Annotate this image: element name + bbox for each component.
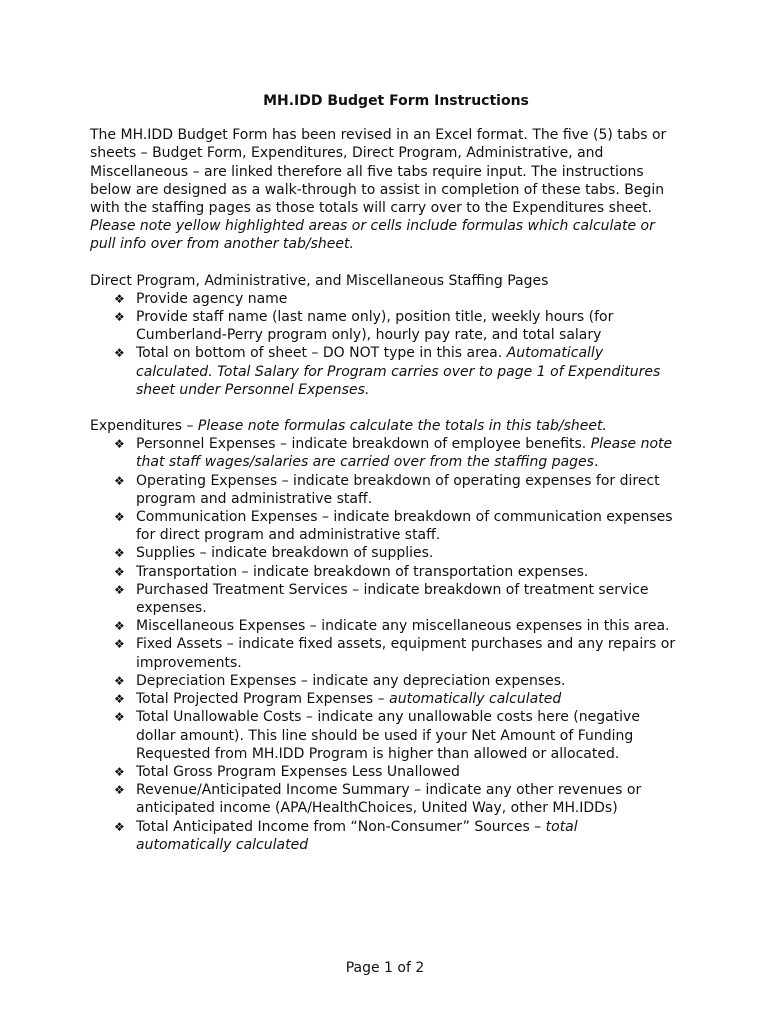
list-item (114, 344, 676, 399)
diamond-bullet-icon: ❖ (114, 764, 125, 779)
list-item (114, 544, 676, 562)
list-item (114, 635, 676, 671)
list-item-text: Total Unallowable Costs – indicate any unallowable costs here (negative dollar amount). This line should be used if your Net Amount of Funding Requested from MH.IDD Program is higher than allowed or allocated. (136, 709, 640, 762)
list-item (114, 290, 676, 308)
list-item-text: Total on bottom of sheet – DO NOT type in this area. (136, 345, 507, 362)
list-item-text: Revenue/Anticipated Income Summary – indicate any other revenues or anticipated income (APA/HealthChoices, United Way, other MH.IDDs) (136, 782, 642, 817)
list-item (114, 563, 676, 581)
intro-text: The MH.IDD Budget Form has been revised in an Excel format. The five (5) tabs or sheets – Budget Form, Expenditures, Direct Program, Administrative, and Miscellaneous – are linked therefore all five tabs require input. The instructions below are designed as a walk-through to assist in completion of these tabs. Begin with the staffing pages as those totals will carry over to the Expenditures sheet. (90, 127, 667, 217)
document-page (90, 92, 690, 854)
diamond-bullet-icon: ❖ (114, 819, 125, 834)
list-item (114, 781, 676, 817)
list-item-text: Provide agency name (136, 290, 288, 307)
list-item-text: Total Anticipated Income from “Non-Consumer” Sources – (136, 818, 546, 835)
list-item-text: Fixed Assets – indicate fixed assets, equipment purchases and any repairs or improvements. (136, 636, 676, 671)
list-item-text: Transportation – indicate breakdown of transportation expenses. (136, 563, 589, 580)
page-footer: Page 1 of 2 (345, 960, 425, 976)
list-item-note: automatically calculated (389, 691, 562, 708)
diamond-bullet-icon: ❖ (114, 310, 125, 325)
list-item-text: Miscellaneous Expenses – indicate any miscellaneous expenses in this area. (136, 618, 670, 635)
list-item-text: Personnel Expenses – indicate breakdown of employee benefits. (136, 436, 591, 453)
diamond-bullet-icon: ❖ (114, 637, 125, 652)
list-item-suffix: . (593, 454, 599, 471)
list-item-note: total automatically calculated (136, 818, 578, 853)
intro-paragraph (90, 126, 672, 253)
expenditures-list (90, 435, 676, 854)
diamond-bullet-icon: ❖ (114, 546, 125, 561)
list-item-text: Purchased Treatment Services – indicate breakdown of treatment service expenses. (136, 581, 649, 617)
intro-note: Please note yellow highlighted areas or cells include formulas which calculate or pull info over from another tab/sheet. (90, 218, 655, 253)
expenditures-heading-note: Please note formulas calculate the totals in this tab/sheet. (197, 418, 607, 435)
list-item (114, 472, 676, 508)
list-item (114, 435, 676, 471)
list-item-text: Provide staff name (last name only), position title, weekly hours (for Cumberland-Perry program only), hourly pay rate, and total salary (136, 309, 614, 344)
list-item (114, 672, 676, 690)
diamond-bullet-icon: ❖ (114, 473, 125, 488)
diamond-bullet-icon: ❖ (114, 582, 125, 597)
list-item (114, 763, 676, 781)
expenditures-heading-text: Expenditures – (90, 418, 198, 435)
expenditures-heading (90, 417, 690, 435)
list-item (114, 308, 676, 344)
document-title: MH.IDD Budget Form Instructions (263, 93, 529, 109)
list-item-text: Depreciation Expenses – indicate any depreciation expenses. (136, 672, 566, 689)
list-item-text: Total Gross Program Expenses Less Unallowed (136, 763, 460, 780)
list-item-text: Communication Expenses – indicate breakdown of communication expenses for direct program and administrative staff. (136, 509, 673, 544)
list-item (114, 508, 676, 544)
list-item-text: Total Projected Program Expenses – (136, 691, 390, 708)
diamond-bullet-icon: ❖ (114, 619, 125, 634)
list-item (114, 617, 676, 635)
staffing-list (90, 290, 676, 399)
diamond-bullet-icon: ❖ (114, 673, 125, 688)
diamond-bullet-icon: ❖ (114, 437, 125, 452)
list-item-text: Operating Expenses – indicate breakdown of operating expenses for direct program and administrative staff. (136, 472, 660, 507)
list-item (114, 581, 676, 617)
diamond-bullet-icon: ❖ (114, 346, 125, 361)
list-item (114, 708, 676, 763)
diamond-bullet-icon: ❖ (114, 291, 125, 306)
staffing-heading: Direct Program, Administrative, and Miscellaneous Staffing Pages (90, 272, 549, 289)
diamond-bullet-icon: ❖ (114, 783, 125, 798)
list-item-text: Supplies – indicate breakdown of supplies. (136, 545, 434, 562)
list-item-note: Automatically calculated. Total Salary for Program carries over to page 1 of Expenditures sheet under Personnel Expenses. (136, 345, 661, 398)
diamond-bullet-icon: ❖ (114, 564, 125, 579)
list-item (114, 690, 676, 708)
list-item (114, 818, 676, 854)
diamond-bullet-icon: ❖ (114, 510, 125, 525)
list-item-note: Please note that staff wages/salaries are carried over from the staffing pages (136, 436, 673, 471)
diamond-bullet-icon: ❖ (114, 692, 125, 707)
diamond-bullet-icon: ❖ (114, 710, 125, 725)
